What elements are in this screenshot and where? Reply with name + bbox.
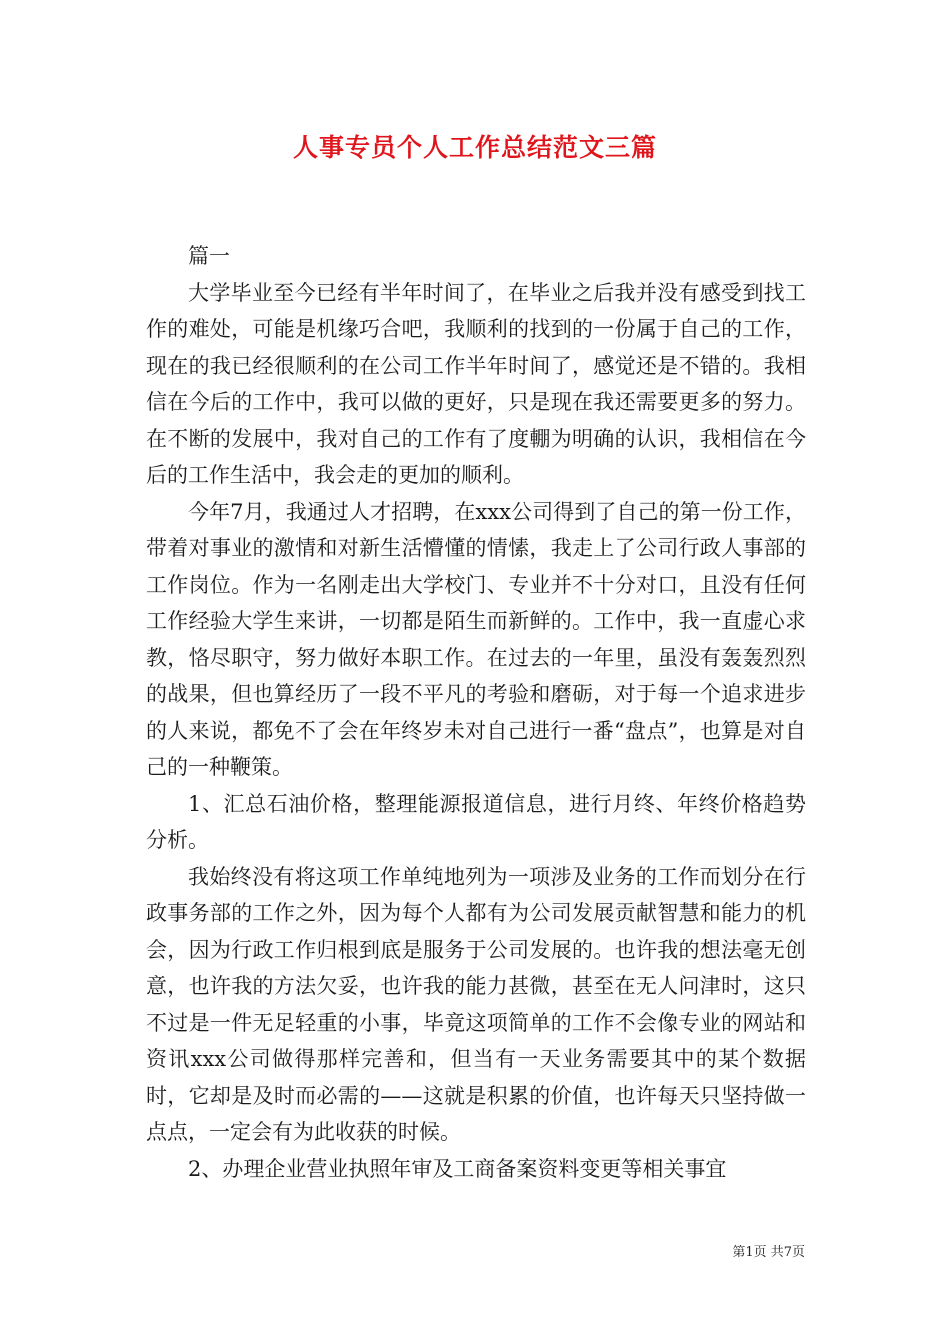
page-number-footer: 第1页 共7页 (732, 1245, 805, 1260)
document-title: 人事专员个人工作总结范文三篇 (292, 133, 657, 162)
list-item: 2、办理企业营业执照年审及工商备案资料变更等相关事宜 (188, 1156, 727, 1181)
document-body (146, 238, 806, 1187)
list-item: 1、汇总石油价格，整理能源报道信息，进行月终、年终价格趋势分析。 (146, 791, 806, 852)
paragraph: 我始终没有将这项工作单纯地列为一项涉及业务的工作而划分在行政事务部的工作之外，因为每个人都有为公司发展贡献智慧和能力的机会，因为行政工作归根到底是服务于公司发展的。也许我的想法毫无创意，也许我的方法欠妥，也许我的能力甚微，甚至在无人问津时，这只不过是一件无足轻重的小事，毕竟这项简单的工作不会像专业的网站和资讯xxx公司做得那样完善和，但当有一天业务需要其中的某个数据时，它却是及时而必需的——这就是积累的价值，也许每天只坚持做一点点，一定会有为此收获的时候。 (146, 864, 806, 1144)
paragraph: 大学毕业至今已经有半年时间了，在毕业之后我并没有感受到找工作的难处，可能是机缘巧合吧，我顺利的找到的一份属于自己的工作，现在的我已经很顺利的在公司工作半年时间了，感觉还是不错的。我相信在今后的工作中，我可以做的更好，只是现在我还需要更多的努力。在不断的发展中，我对自己的工作有了度輣为明确的认识，我相信在今后的工作生活中，我会走的更加的顺利。 (146, 280, 806, 487)
paragraph: 今年7月，我通过人才招聘，在xxx公司得到了自己的第一份工作，带着对事业的激情和对新生活懵懂的情愫，我走上了公司行政人事部的工作岗位。作为一名刚走出大学校门、专业并不十分对口，且没有任何工作经验大学生来讲，一切都是陌生而新鲜的。工作中，我一直虚心求教，恪尽职守，努力做好本职工作。在过去的一年里，虽没有轰轰烈烈的战果，但也算经历了一段不平凡的考验和磨砺，对于每一个追求进步的人来说，都免不了会在年终岁未对自己进行一番“盘点”，也算是对自己的一种鞭策。 (146, 499, 806, 779)
section-heading: 篇一 (188, 244, 230, 268)
